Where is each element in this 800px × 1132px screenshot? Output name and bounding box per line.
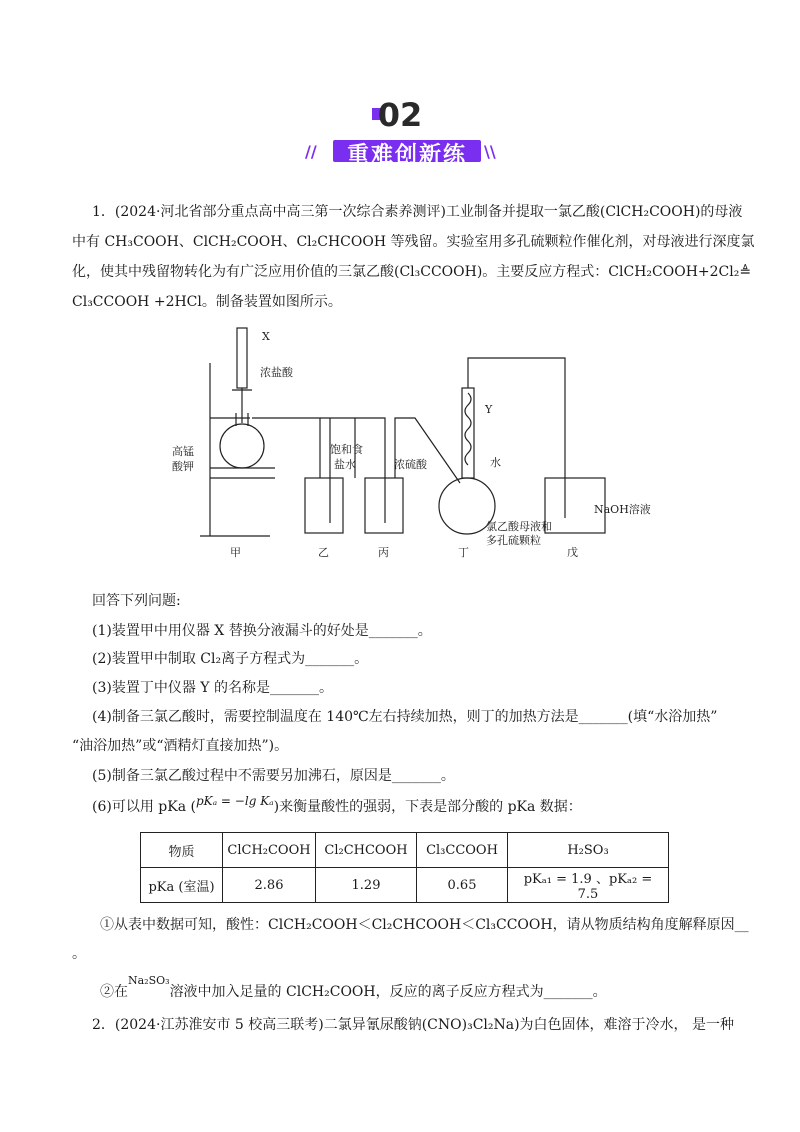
- table-cell: 1.29: [316, 868, 417, 903]
- heat-arrow-symbol: ≜: [739, 264, 752, 280]
- svg-text:Y: Y: [485, 403, 493, 416]
- section-title: 重难创新练: [346, 143, 467, 168]
- svg-text:丙: 丙: [378, 546, 389, 559]
- bottle-yi: [305, 478, 343, 533]
- right-slash-decoration: \\: [484, 142, 496, 161]
- funnel-x: [237, 328, 247, 388]
- section-number: 02: [377, 96, 423, 134]
- bottle-bing: [365, 478, 403, 533]
- svg-text:X: X: [262, 330, 270, 343]
- question-1: (1)装置甲中用仪器 X 替换分液漏斗的好处是_______。: [92, 623, 432, 639]
- flask-jia: [220, 424, 264, 468]
- svg-text:盐水: 盐水: [334, 458, 356, 471]
- question-6: (6)可以用 pKa (pKₐ = −lg Kₐ)来衡量酸性的强弱，下表是部分酸的 pKa 数据：: [92, 794, 582, 815]
- q1-line2: 中有 CH₃COOH、ClCH₂COOH、Cl₂CHCOOH 等残留。实验室用多孔硫颗粒作催化剂，对母液进行深度氯: [72, 234, 755, 250]
- question-4b: “油浴加热”或“酒精灯直接加热”)。: [72, 738, 289, 754]
- questions-intro: 回答下列问题:: [92, 593, 181, 609]
- svg-text:浓盐酸: 浓盐酸: [260, 366, 293, 379]
- svg-text:水: 水: [490, 456, 501, 469]
- left-slash-decoration: //: [305, 142, 317, 161]
- svg-text:戊: 戊: [567, 546, 578, 559]
- q2-line1: 2．(2024·江苏淮安市 5 校高三联考)二氯异氰尿酸钠(CNO)₃Cl₂Na)为白色固体，难溶于冷水， 是一种: [92, 1017, 735, 1033]
- pka-table: [140, 832, 669, 903]
- apparatus-diagram: [170, 318, 700, 568]
- svg-text:多孔硫颗粒: 多孔硫颗粒: [486, 534, 541, 547]
- tube-jia-yi: [252, 418, 320, 478]
- na2so3-formula: Na₂SO₃: [128, 974, 170, 987]
- table-cell: 0.65: [417, 868, 508, 903]
- svg-text:丁: 丁: [458, 546, 469, 559]
- table-header-cell: 物质: [141, 833, 223, 868]
- question-4a: (4)制备三氯乙酸时，需要控制温度在 140℃左右持续加热，则丁的加热方法是_______(填“水浴加热”: [92, 709, 718, 725]
- svg-text:氯乙酸母液和: 氯乙酸母液和: [486, 520, 552, 533]
- table-header-cell: ClCH₂COOH: [223, 833, 316, 868]
- svg-text:饱和食: 饱和食: [330, 443, 363, 456]
- pka-formula: pKₐ = −lg Kₐ: [195, 794, 274, 808]
- table-header-cell: Cl₂CHCOOH: [316, 833, 417, 868]
- q1-line1: 1．(2024·河北省部分重点高中高三第一次综合素养测评)工业制备并提取一氯乙酸(ClCH₂COOH)的母液: [92, 204, 743, 220]
- svg-text:高锰: 高锰: [172, 445, 194, 458]
- question-5: (5)制备三氯乙酸过程中不需要另加沸石，原因是_______。: [92, 768, 455, 784]
- sub-question-2: ②在$^{Na_2SO_3}$溶液中加入足量的 ClCH₂COOH，反应的离子反应方程式为_______。: [100, 974, 607, 1000]
- table-header-row: [141, 833, 669, 868]
- svg-text:NaOH溶液: NaOH溶液: [594, 503, 651, 516]
- question-2: (2)装置甲中制取 Cl₂离子方程式为_______。: [92, 651, 369, 667]
- svg-text:甲: 甲: [230, 546, 241, 559]
- table-header-cell: Cl₃CCOOH: [417, 833, 508, 868]
- q1-line3: 化，使其中残留物转化为有广泛应用价值的三氯乙酸(Cl₃CCOOH)。主要反应方程式：ClCH₂COOH+2Cl₂≜: [72, 264, 752, 280]
- svg-text:乙: 乙: [318, 546, 329, 559]
- sub-question-1a: ①从表中数据可知，酸性：ClCH₂COOH＜Cl₂CHCOOH＜Cl₃CCOOH，请从物质结构角度解释原因__: [100, 917, 749, 933]
- q1-line4: Cl₃CCOOH +2HCl。制备装置如图所示。: [72, 294, 342, 310]
- sub-question-1b: 。: [72, 946, 86, 962]
- table-cell: 2.86: [223, 868, 316, 903]
- svg-text:浓硫酸: 浓硫酸: [394, 458, 427, 471]
- question-3: (3)装置丁中仪器 Y 的名称是_______。: [92, 680, 333, 696]
- tube-ding-wu: [468, 358, 565, 478]
- table-row: [141, 868, 669, 903]
- table-header-cell: H₂SO₃: [508, 833, 669, 868]
- svg-text:酸钾: 酸钾: [172, 460, 194, 473]
- table-cell: pKa (室温): [141, 868, 223, 903]
- table-cell: pKₐ₁ = 1.9 、pKₐ₂ = 7.5: [508, 868, 669, 903]
